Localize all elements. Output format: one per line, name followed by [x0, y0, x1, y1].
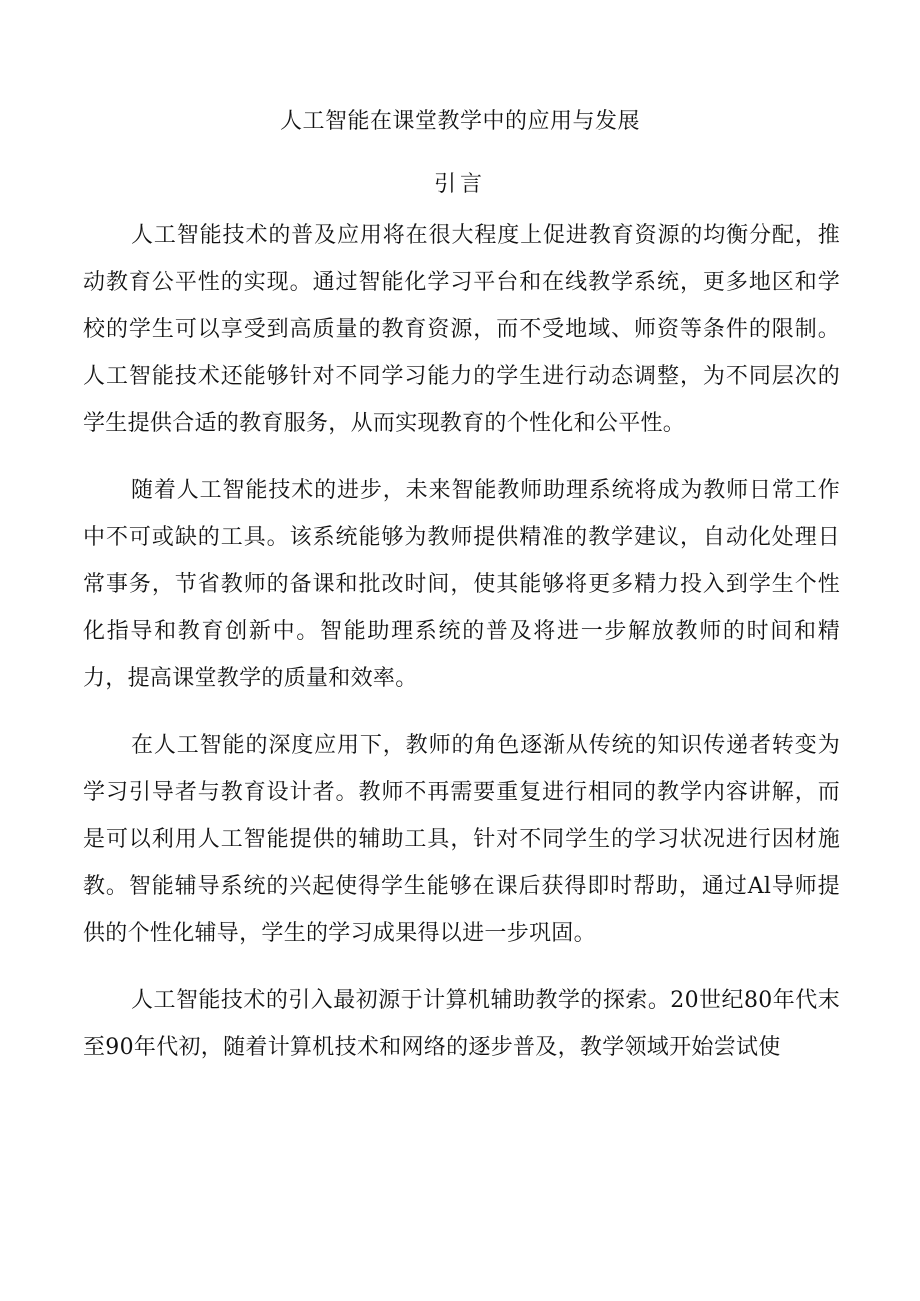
paragraph-2: 随着人工智能技术的进步，未来智能教师助理系统将成为教师日常工作中不可或缺的工具。该系统能够为教师提供精准的教学建议，自动化处理日常事务，节省教师的备课和批改时间，使其能够将更多精力投入到学生个性化指导和教育创新中。智能助理系统的普及将进一步解放教师的时间和精力，提高课堂教学的质量和效率。 [83, 478, 840, 691]
paragraph-3: 在人工智能的深度应用下，教师的角色逐渐从传统的知识传递者转变为学习引导者与教育设计者。教师不再需要重复进行相同的教学内容讲解，而是可以利用人工智能提供的辅助工具，针对不同学生的学习状况进行因材施教。智能辅导系统的兴起使得学生能够在课后获得即时帮助，通过Al导师提供的个性化辅导，学生的学习成果得以进一步巩固。 [83, 733, 840, 946]
paragraph-1: 人工智能技术的普及应用将在很大程度上促进教育资源的均衡分配，推动教育公平性的实现。通过智能化学习平台和在线教学系统，更多地区和学校的学生可以享受到高质量的教育资源，而不受地域、师资等条件的限制。人工智能技术还能够针对不同学习能力的学生进行动态调整，为不同层次的学生提供合适的教育服务，从而实现教育的个性化和公平性。 [83, 223, 840, 436]
section-heading: 引言 [433, 172, 486, 197]
document-body [83, 212, 840, 1091]
paragraph-4: 人工智能技术的引入最初源于计算机辅助教学的探索。20世纪80年代末至90年代初，随着计算机技术和网络的逐步普及，教学领域开始尝试使 [83, 988, 840, 1060]
document-title: 人工智能在课堂教学中的应用与发展 [279, 109, 640, 134]
